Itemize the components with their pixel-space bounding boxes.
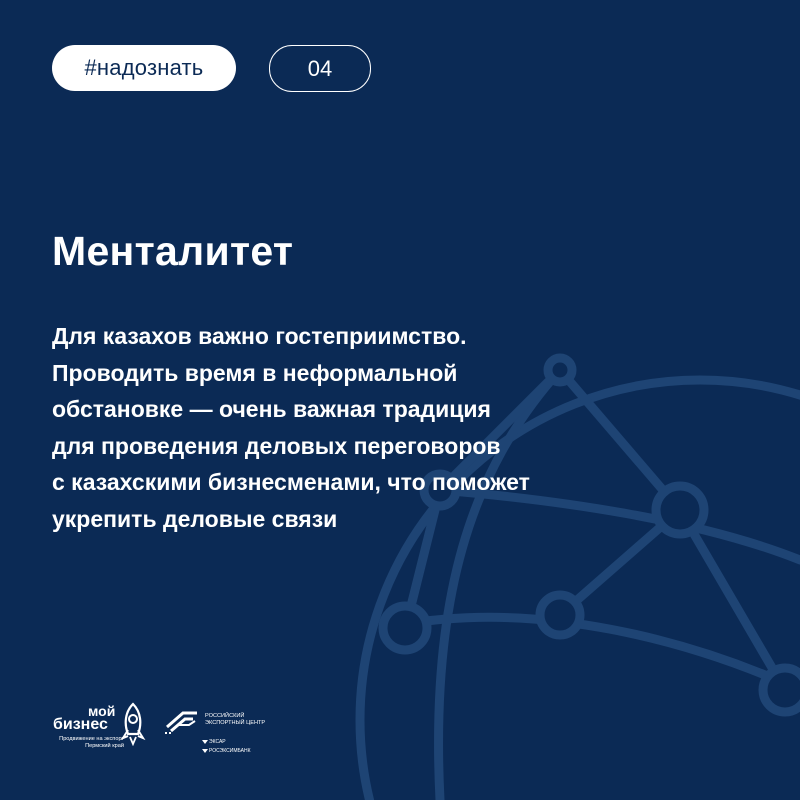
moy-biznes-word-1: мой	[88, 703, 116, 719]
hashtag-label: #надознать	[84, 55, 204, 80]
body-line: укрепить деловые связи	[52, 505, 338, 532]
page-title: Менталитет	[52, 228, 294, 274]
triangle-icon	[202, 740, 208, 744]
body-line: Для казахов важно гостеприимство.	[52, 323, 467, 349]
page-number-badge	[269, 45, 371, 92]
rec-name-line: РОССИЙСКИЙ	[205, 713, 245, 719]
body-line: с казахскими бизнесменами, что поможет	[52, 469, 530, 495]
footer-logos	[48, 700, 308, 760]
rec-name	[205, 713, 285, 727]
exiar-logo	[202, 738, 251, 747]
moy-biznes-word-2: бизнес	[53, 716, 108, 733]
exiar-label: ЭКСАР	[209, 739, 226, 745]
triangle-icon	[202, 749, 208, 753]
page-number-label: 04	[307, 55, 333, 81]
rec-sub-logos	[202, 738, 251, 756]
rec-name-line: ЭКСПОРТНЫЙ ЦЕНТР	[205, 720, 266, 726]
rec-emblem-icon	[163, 709, 201, 735]
eximbank-label: РОСЭКСИМБАНК	[209, 748, 251, 754]
moy-biznes-tagline-line: Продвижение на экспорт	[59, 736, 124, 742]
moy-biznes-tagline-line: Пермский край	[85, 743, 124, 749]
eximbank-logo	[202, 747, 251, 756]
moy-biznes-tagline	[52, 736, 124, 750]
body-paragraph	[52, 318, 672, 537]
body-line: Проводить время в неформальной	[52, 359, 458, 386]
hashtag-badge	[52, 45, 236, 91]
body-line: обстановке — очень важная традиция	[52, 396, 491, 422]
rocket-icon	[120, 702, 146, 746]
body-line: для проведения деловых переговоров	[52, 432, 501, 459]
